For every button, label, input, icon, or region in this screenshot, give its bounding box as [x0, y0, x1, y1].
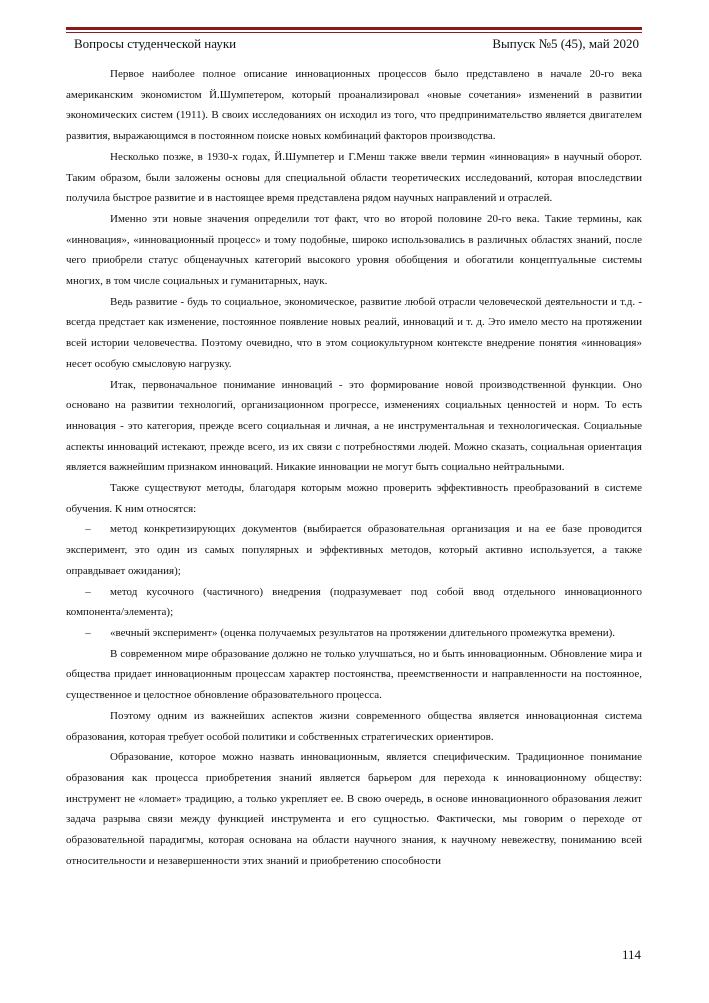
- paragraph: Также существуют методы, благодаря которым можно проверить эффективность преобразований в системе обучения. К ним относятся:: [66, 482, 642, 515]
- list-marker: –: [85, 523, 91, 536]
- paragraph: В современном мире образование должно не только улучшаться, но и быть инновационным. Обновление мира и общества придает инновационным процессам характер постоянства, преемственности и направленности на постоянное, существенное и целостное обновление образовательного процесса.: [66, 647, 642, 702]
- list-item-text: «вечный эксперимент» (оценка получаемых результатов на протяжении длительного промежутка времени).: [110, 626, 616, 639]
- header-rule-thick: [66, 27, 642, 30]
- paragraph: Несколько позже, в 1930-х годах, Й.Шумпетер и Г.Менш также ввели термин «инновация» в научный оборот. Таким образом, были заложены основы для специальной области теоретических исследований, которая впоследствии получила быстрое развитие и в настоящее время представлена рядом научных направлений и отраслей.: [66, 150, 642, 205]
- list-item: [66, 582, 642, 623]
- list-item-text: метод конкретизирующих документов (выбирается образовательная организация и на ее базе проводится эксперимент, это один из самых популярных и эффективных методов, который активно используется, а также оправдывает ожидания);: [66, 523, 642, 577]
- paragraph: Итак, первоначальное понимание инноваций - это формирование новой производственной функции. Оно основано на развитии технологий, организационном прогрессе, изменениях социальных ценностей и норм. То есть инновация - это категория, прежде всего социальная и личная, а не инструментальная и технологическая. Социальные аспекты инноваций истекают, прежде всего, из их связи с потребностями людей. Можно сказать, социальная ориентация является важнейшим признаком инноваций. Никакие инновации не могут быть социально нейтральными.: [66, 378, 642, 474]
- list-item: [66, 623, 642, 644]
- list-marker: –: [85, 626, 91, 639]
- paragraph: Первое наиболее полное описание инновационных процессов было представлено в начале 20-го века американским экономистом Й.Шумпетером, который проанализировал «новые сочетания» изменений в развитии экономических систем (1911). В своих исследованиях он исходил из того, что предпринимательство является двигателем развития, выражающимся в постоянном поиске новых комбинаций факторов производства.: [66, 68, 642, 143]
- header-rule-thin: [66, 32, 642, 33]
- list-item-text: метод кусочного (частичного) внедрения (подразумевает под собой ввод отдельного инновационного компонента/элемента);: [66, 585, 642, 619]
- page-number: 114: [621, 947, 641, 962]
- running-header: [74, 36, 639, 54]
- journal-title: Вопросы студенческой науки: [74, 36, 237, 51]
- paragraph: Ведь развитие - будь то социальное, экономическое, развитие любой отрасли человеческой деятельности и т.д. - всегда предстает как изменение, постоянное появление новых реалий, инноваций и т. д. Это имело место на протяжении всей истории человечества. Поэтому очевидно, что в этом социокультурном контексте внедрение понятия «инновация» несет особую смысловую нагрузку.: [66, 295, 642, 370]
- paragraph: Поэтому одним из важнейших аспектов жизни современного общества является инновационная система образования, которая требует особой политики и собственных стратегических ориентиров.: [66, 709, 642, 743]
- list-marker: –: [85, 585, 91, 598]
- paragraph: Именно эти новые значения определили тот факт, что во второй половине 20-го века. Такие термины, как «инновация», «инновационный процесс» и тому подобные, широко использовались в различных областях знаний, после чего приобрели статус общенаучных категорий высокого уровня обобщения и обогатили концептуальные системы многих, в том числе социальных и гуманитарных, наук.: [66, 212, 642, 288]
- list-item: [66, 519, 642, 581]
- article-body: [66, 64, 642, 871]
- paragraph: Образование, которое можно назвать инновационным, является специфическим. Традиционное понимание образования как процесса приобретения знаний является барьером для перехода к инновационному обществу: инструмент не «ломает» традицию, а только укрепляет ее. В свою очередь, в основе инновационного образования лежит задача разрыва связи между функцией инструмента и его сущностью. Фактически, мы говорим о переходе от образовательной парадигмы, которая основана на области научного знания, к научному невежеству, пониманию всей относительности и незавершенности этих знаний и приобретению способности: [66, 751, 642, 867]
- issue-info: Выпуск №5 (45), май 2020: [492, 36, 639, 51]
